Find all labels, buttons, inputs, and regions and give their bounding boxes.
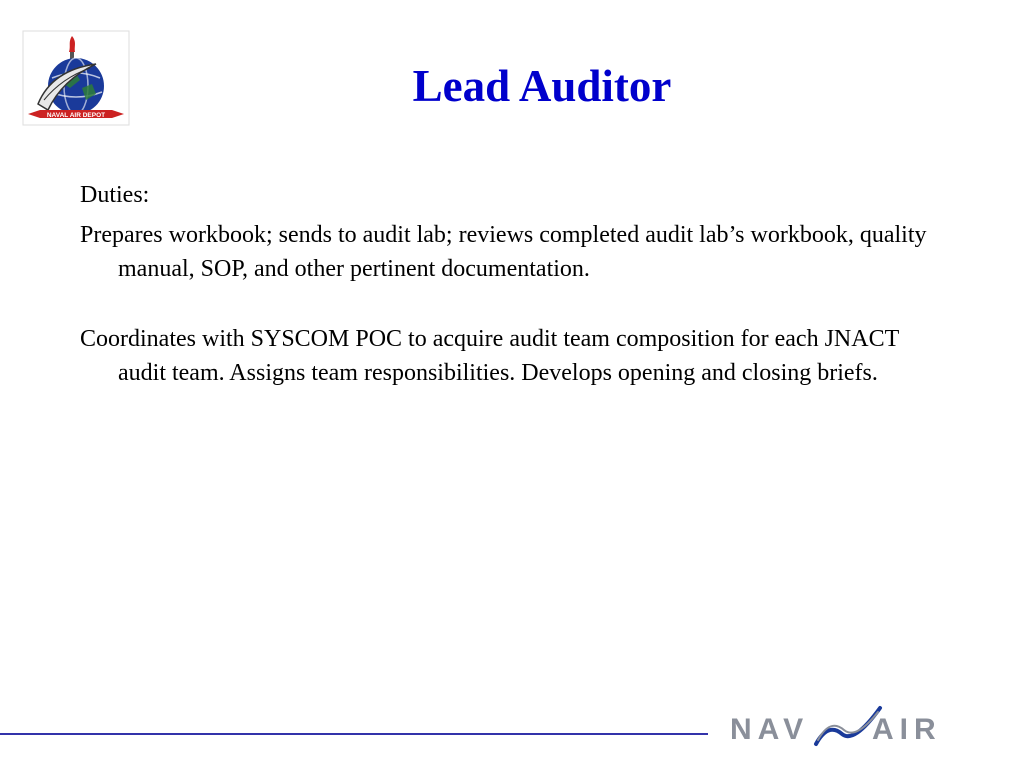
duty-paragraph-1: Prepares workbook; sends to audit lab; reviews completed audit lab’s workbook, quality manual, SOP, and other pertinent documentation.	[80, 222, 927, 282]
slide-body	[80, 178, 940, 390]
duties-heading: Duties:	[80, 182, 150, 208]
duty-paragraph-2: Coordinates with SYSCOM POC to acquire audit team composition for each JNACT audit team. Assigns team responsibilities. Develops opening and closing briefs.	[80, 326, 899, 386]
slide-title: Lead Auditor	[412, 61, 672, 111]
navair-text-right: AIR	[872, 713, 942, 746]
navair-text-left: NAV	[730, 713, 810, 746]
logo-text: NAVAL AIR DEPOT	[46, 112, 106, 119]
navair-logo-icon	[730, 704, 965, 748]
footer-divider	[0, 733, 708, 735]
